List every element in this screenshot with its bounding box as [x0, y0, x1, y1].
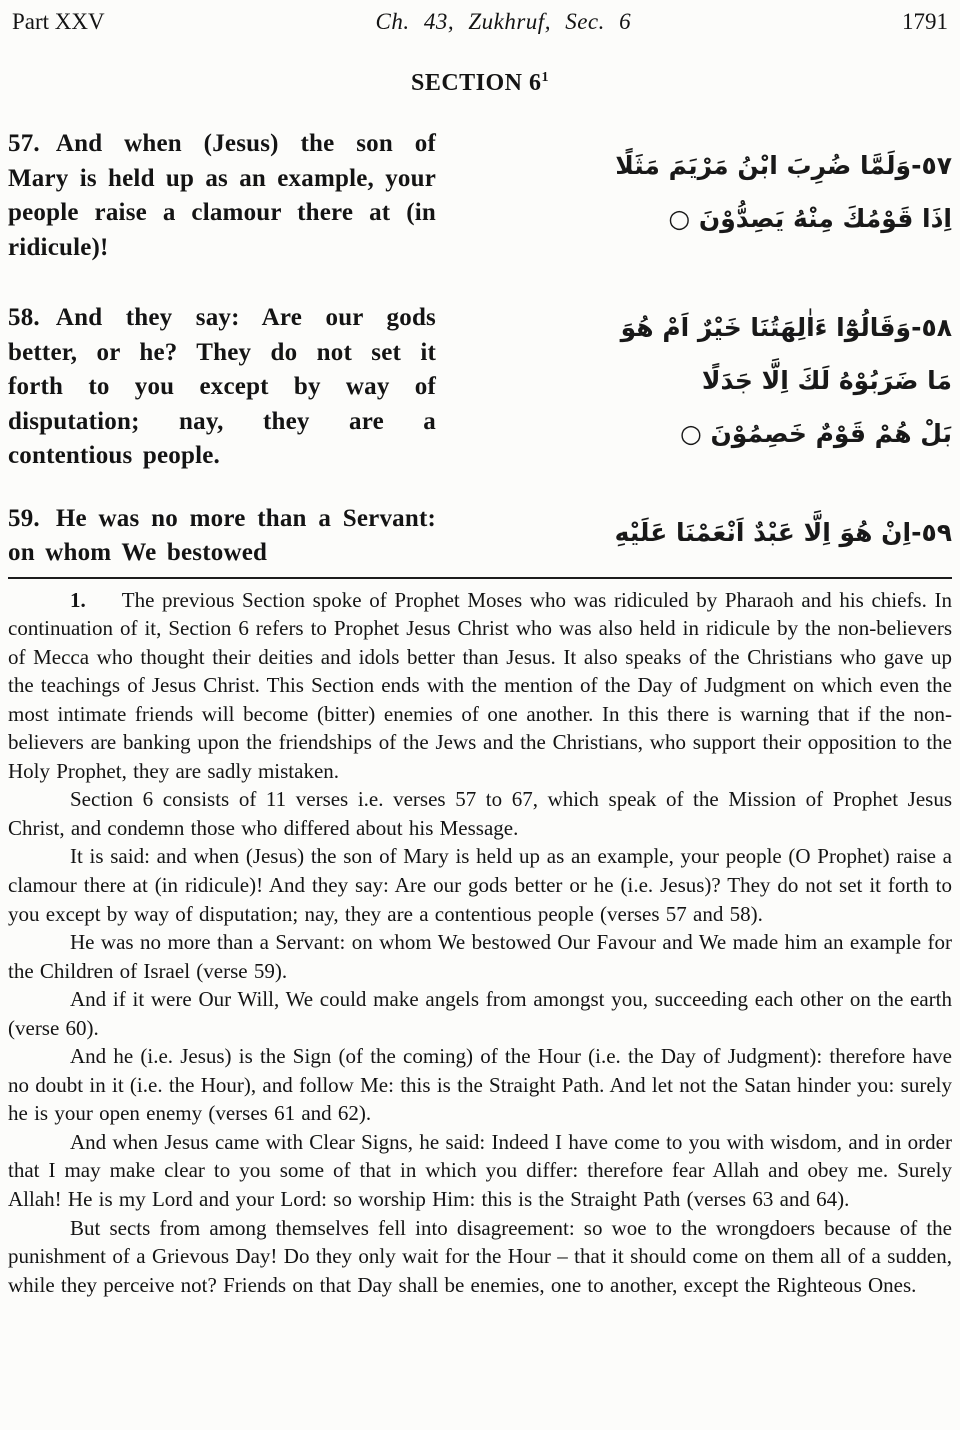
footnote-paragraph: But sects from among themselves fell into disagreement: so woe to the wrongdoers because of the punishment of a Grievous Day! Do they only wait for the Hour – that it should come on them all of a sudden, while they perceive not? Friends on that Day shall be enemies, one to another, except the Righteous Ones.: [8, 1215, 952, 1297]
header-page-number: 1791: [902, 9, 948, 34]
section-title: SECTION 6: [410, 70, 542, 96]
verse-58-english: [8, 301, 436, 474]
verse-58-translation: And they say: Are our gods better, or he? They do not set it forth to you except by way of disputation; nay, they are a contentious people.: [8, 304, 436, 469]
footnote-paragraph: And if it were Our Will, We could make angels from amongst you, succeeding each other on the earth (verse 60).: [8, 987, 952, 1040]
section-heading: [8, 70, 952, 97]
footnote-paragraph: It is said: and when (Jesus) the son of Mary is held up as an example, your people (O Prophet) raise a clamour there at (in ridicule)! And they say: Are our gods better or he (i.e. Jesus)? They do not set it forth to you except by way of disputation; nay, they are a contentious people (verses 57 and 58).: [8, 844, 952, 926]
footnote-paragraph: He was no more than a Servant: on whom We bestowed Our Favour and We made him an example for the Children of Israel (verse 59).: [8, 930, 952, 983]
arabic-line: اِذَا قَوْمُكَ مِنْهُ يَصِدُّوْنَ ○: [668, 204, 952, 233]
verse-59-english: [8, 502, 436, 571]
verse-58-number: 58.: [8, 304, 40, 331]
footnote-divider-rule: [8, 577, 952, 579]
verse-57-english: [8, 127, 436, 265]
verse-row-58: [8, 301, 952, 474]
verse-row-59: [8, 502, 952, 571]
verse-59-arabic: [490, 506, 952, 571]
verse-59-number: 59.: [8, 504, 40, 532]
footnote-paragraph: And when Jesus came with Clear Signs, he said: Indeed I have come to you with wisdom, and in order that I may make clear to you some of that in which you differ: therefore fear Allah and obey me. Surely Allah! He is my Lord and your Lord: so worship Him: this is the Straight Path (verses 63 and 64).: [8, 1129, 952, 1211]
verse-57-translation: And when (Jesus) the son of Mary is held up as an example, your people raise a clamour there at (in ridicule)!: [8, 130, 436, 261]
page-header: [8, 8, 952, 36]
header-part-label: Part XXV: [12, 9, 105, 34]
verses-block: [8, 127, 952, 571]
footnote-text: The previous Section spoke of Prophet Moses who was ridiculed by Pharaoh and his chiefs. In continuation of it, Section 6 refers to Prophet Jesus Christ who was also held in ridicule by the non-believers of Mecca who thought their deities and idols better than Jesus. It also speaks of the Christians who gave up the teachings of Jesus Christ. This Section ends with the mention of the Day of Judgment on which even the most intimate friends will become (bitter) enemies of one another. In this there is warning that if the non-believers are banking upon the friendships of the Jews and the Christians, who support their opposition to the Holy Prophet, they are sadly mistaken.: [8, 587, 952, 783]
arabic-line: ٥٨-وَقَالُوْٓا ءَاٰلِهَتُنَا خَيْرٌ اَمْ هُوَ: [620, 313, 952, 342]
arabic-line: ٥٩-اِنْ هُوَ اِلَّا عَبْدٌ اَنْعَمْنَا عَلَيْهِ: [614, 517, 952, 547]
footnote-paragraph: And he (i.e. Jesus) is the Sign (of the coming) of the Hour (i.e. the Day of Judgment): therefore have no doubt in it (i.e. the Hour), and follow Me: this is the Straight Path. And let not the Satan hinder you: surely he is your open enemy (verses 61 and 62).: [8, 1044, 952, 1126]
verse-59-translation: He was no more than a Servant: on whom We bestowed: [8, 504, 436, 566]
verse-58-arabic: [490, 301, 952, 474]
footnote-paragraph: [8, 586, 952, 786]
section-footnote-ref: 1: [541, 70, 550, 85]
footnote-number: 1.: [70, 587, 86, 612]
verse-57-arabic: [490, 139, 952, 265]
arabic-line: ٥٧-وَلَمَّا ضُرِبَ ابْنُ مَرْيَمَ مَثَلًا: [615, 151, 952, 180]
footnote-paragraph: Section 6 consists of 11 verses i.e. verses 57 to 67, which speak of the Mission of Prophet Jesus Christ, and condemn those who differed about his Message.: [8, 787, 952, 840]
header-chapter-title: Ch. 43, Zukhruf, Sec. 6: [375, 9, 632, 34]
verse-57-number: 57.: [8, 130, 40, 157]
arabic-line: بَلْ هُمْ قَوْمٌ خَصِمُوْنَ ○: [679, 419, 952, 448]
verse-row-57: [8, 127, 952, 265]
arabic-line: مَا ضَرَبُوْهُ لَكَ اِلَّا جَدَلًا: [701, 366, 952, 395]
footnote-commentary: [8, 586, 952, 1300]
